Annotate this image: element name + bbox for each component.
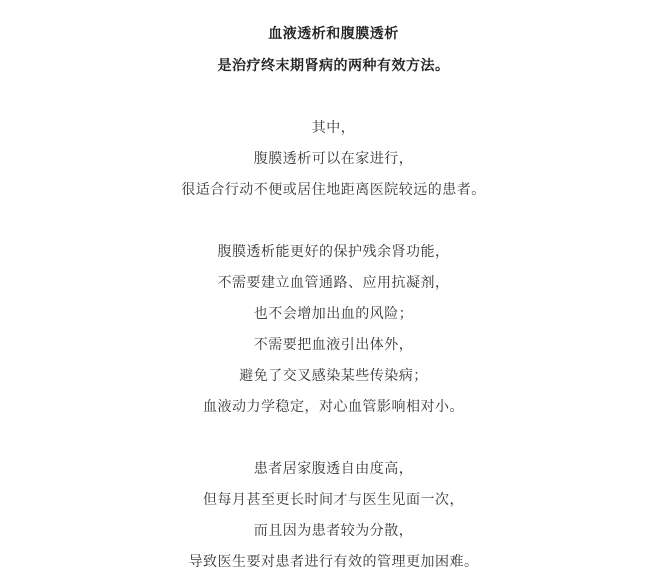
paragraph-3-line-1: 患者居家腹透自由度高， [253, 461, 414, 477]
paragraph-3-line-4: 导致医生要对患者进行有效的管理更加困难。 [188, 554, 479, 570]
paragraph-3-line-2: 但每月甚至更长时间才与医生见面一次， [203, 492, 464, 508]
paragraph-2-line-1: 腹膜透析能更好的保护残余肾功能， [217, 244, 450, 260]
paragraph-2-line-4: 不需要把血液引出体外， [253, 337, 414, 353]
paragraph-2-line-6: 血液动力学稳定，对心血管影响相对小。 [203, 399, 464, 415]
paragraph-2-line-3: 也不会增加出血的风险； [253, 306, 414, 322]
paragraph-1-line-1: 其中， [311, 120, 356, 136]
heading-line-2: 是治疗终末期肾病的两种有效方法。 [217, 58, 450, 74]
paragraph-2-line-2: 不需要建立血管通路、应用抗凝剂， [217, 275, 450, 291]
paragraph-2-line-5: 避免了交叉感染某些传染病； [239, 368, 428, 384]
paragraph-1-line-2: 腹膜透析可以在家进行， [253, 151, 414, 167]
heading-line-1: 血液透析和腹膜透析 [268, 26, 399, 42]
paragraph-3-line-3: 而且因为患者较为分散， [253, 523, 414, 539]
paragraph-1-line-3: 很适合行动不便或居住地距离医院较远的患者。 [181, 182, 486, 198]
